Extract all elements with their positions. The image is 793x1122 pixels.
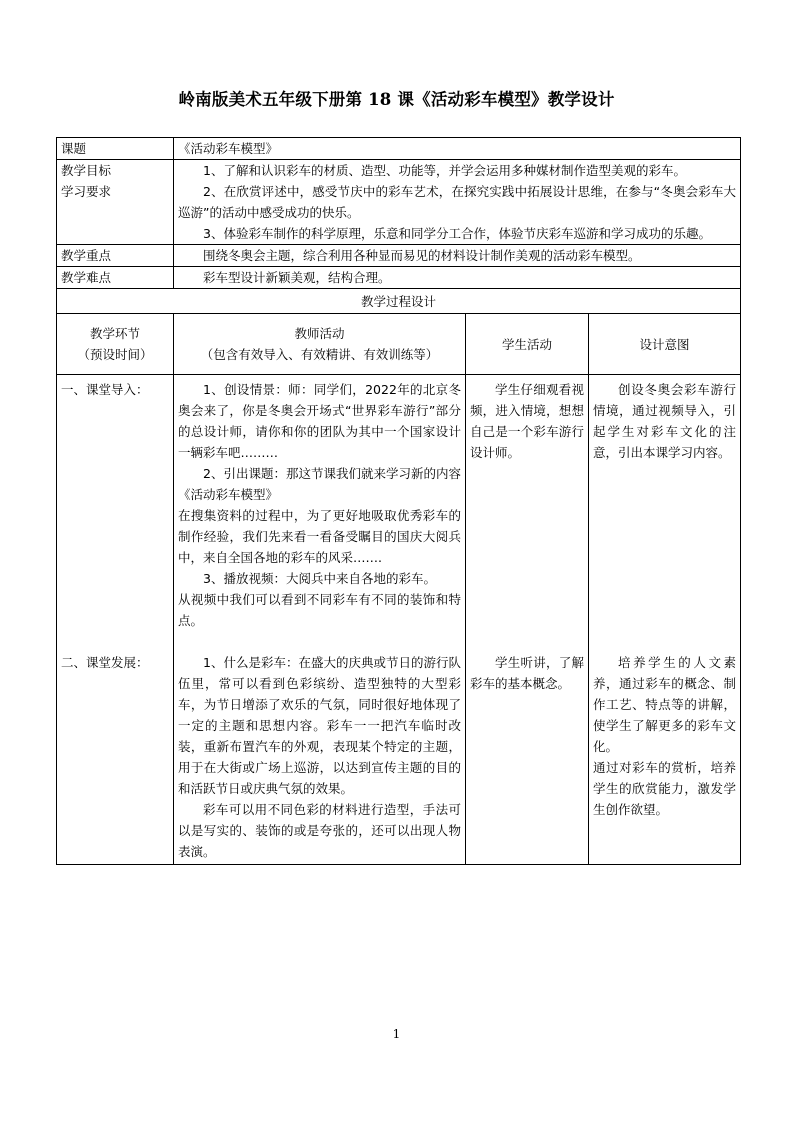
objectives-label-line2: 学习要求 — [61, 184, 112, 199]
stage-header-line2: （预设时间） — [77, 347, 153, 362]
objective-item: 3、体验彩车制作的科学原理，乐意和同学分工合作，体验节庆彩车巡游和学习成功的乐趣。 — [203, 226, 711, 241]
teacher-column — [174, 375, 466, 865]
teacher-paragraph: 彩车可以用不同色彩的材料进行造型，手法可以是写实的、装饰的或是夸张的，还可以出现人物表演。 — [178, 802, 461, 859]
objectives-row — [57, 160, 741, 245]
stage-spacer — [61, 400, 169, 652]
topic-value: 《活动彩车模型》 — [174, 138, 741, 160]
process-title: 教学过程设计 — [57, 289, 741, 314]
intent-paragraph: 创设冬奥会彩车游行情境，通过视频导入，引起学生对彩车文化的注意，引出本课学习内容。 — [593, 382, 737, 460]
stage-header-line1: 教学环节 — [89, 326, 140, 341]
intent-paragraph: 培养学生的人文素养，通过彩车的概念、制作工艺、特点等的讲解，使学生了解更多的彩车文化。 — [593, 655, 737, 754]
teacher-paragraph: 从视频中我们可以看到不同彩车有不同的装饰和特点。 — [178, 592, 461, 628]
topic-label: 课题 — [57, 138, 174, 160]
teacher-header-line1: 教师活动 — [294, 326, 345, 341]
objectives-label — [57, 160, 174, 245]
student-header: 学生活动 — [466, 314, 589, 375]
teacher-header-line2: （包含有效导入、有效精讲、有效训练等） — [200, 347, 439, 362]
intent-spacer — [593, 463, 736, 652]
teacher-paragraph: 1、创设情景：师：同学们，2022年的北京冬奥会来了，你是冬奥会开场式“世界彩车游行”部分的总设计师，请你和你的团队为其中一个国家设计一辆彩车吧……… — [178, 382, 461, 460]
page-number: 1 — [392, 1027, 401, 1041]
process-title-row — [57, 289, 741, 314]
stage-header — [57, 314, 174, 375]
difficulty-label: 教学难点 — [57, 267, 174, 289]
process-header-row — [57, 314, 741, 375]
page-title: 岭南版美术五年级下册第 18 课《活动彩车模型》教学设计 — [178, 90, 615, 109]
student-activity: 学生听讲，了解彩车的基本概念。 — [470, 655, 584, 691]
key-point-label: 教学重点 — [57, 245, 174, 267]
teacher-paragraph: 1、什么是彩车：在盛大的庆典或节日的游行队伍里，常可以看到色彩缤纷、造型独特的大型彩车，为节日增添了欢乐的气氛，同时很好地体现了一定的主题和思想内容。彩车一一把汽车临时改装，重新布置汽车的外观，表现某个特定的主题，用于在大街或广场上巡游，以达到宣传主题的目的和活跃节日或庆典气氛的效果。 — [178, 655, 461, 796]
teacher-paragraph: 2、引出课题：那这节课我们就来学习新的内容《活动彩车模型》 — [178, 466, 461, 502]
topic-row — [57, 138, 741, 160]
lesson-plan-table — [56, 137, 741, 865]
paragraph-gap — [178, 631, 461, 652]
student-column — [466, 375, 589, 865]
difficulty-text: 彩车型设计新颖美观，结构合理。 — [203, 270, 391, 285]
objective-item: 2、在欣赏评述中，感受节庆中的彩车艺术，在探究实践中拓展设计思维，在参与“冬奥会彩车大巡游”的活动中感受成功的快乐。 — [178, 184, 737, 220]
student-activity: 学生仔细观看视频，进入情境，想想自己是一个彩车游行设计师。 — [470, 382, 584, 460]
intent-paragraph: 通过对彩车的赏析，培养学生的欣赏能力，激发学生创作欲望。 — [593, 760, 737, 817]
key-point-value — [174, 245, 741, 267]
stage-name: 二、课堂发展： — [61, 655, 149, 670]
stage-name: 一、课堂导入： — [61, 382, 149, 397]
key-point-row — [57, 245, 741, 267]
student-spacer — [470, 463, 584, 652]
teacher-paragraph: 3、播放视频：大阅兵中来自各地的彩车。 — [203, 571, 436, 586]
objectives-label-line1: 教学目标 — [61, 163, 112, 178]
teacher-header — [174, 314, 466, 375]
difficulty-value — [174, 267, 741, 289]
key-point-text: 围绕冬奥会主题，综合利用各种显而易见的材料设计制作美观的活动彩车模型。 — [203, 248, 641, 263]
stage-column — [57, 375, 174, 865]
objectives-content — [174, 160, 741, 245]
intent-header: 设计意图 — [589, 314, 741, 375]
difficulty-row — [57, 267, 741, 289]
objective-item: 1、了解和认识彩车的材质、造型、功能等，并学会运用多种媒材制作造型美观的彩车。 — [203, 163, 686, 178]
intent-column — [589, 375, 741, 865]
teacher-paragraph: 在搜集资料的过程中，为了更好地吸取优秀彩车的制作经验，我们先来看一看备受瞩目的国庆大阅兵中，来自全国各地的彩车的风采……. — [178, 508, 461, 565]
process-body-row — [57, 375, 741, 865]
